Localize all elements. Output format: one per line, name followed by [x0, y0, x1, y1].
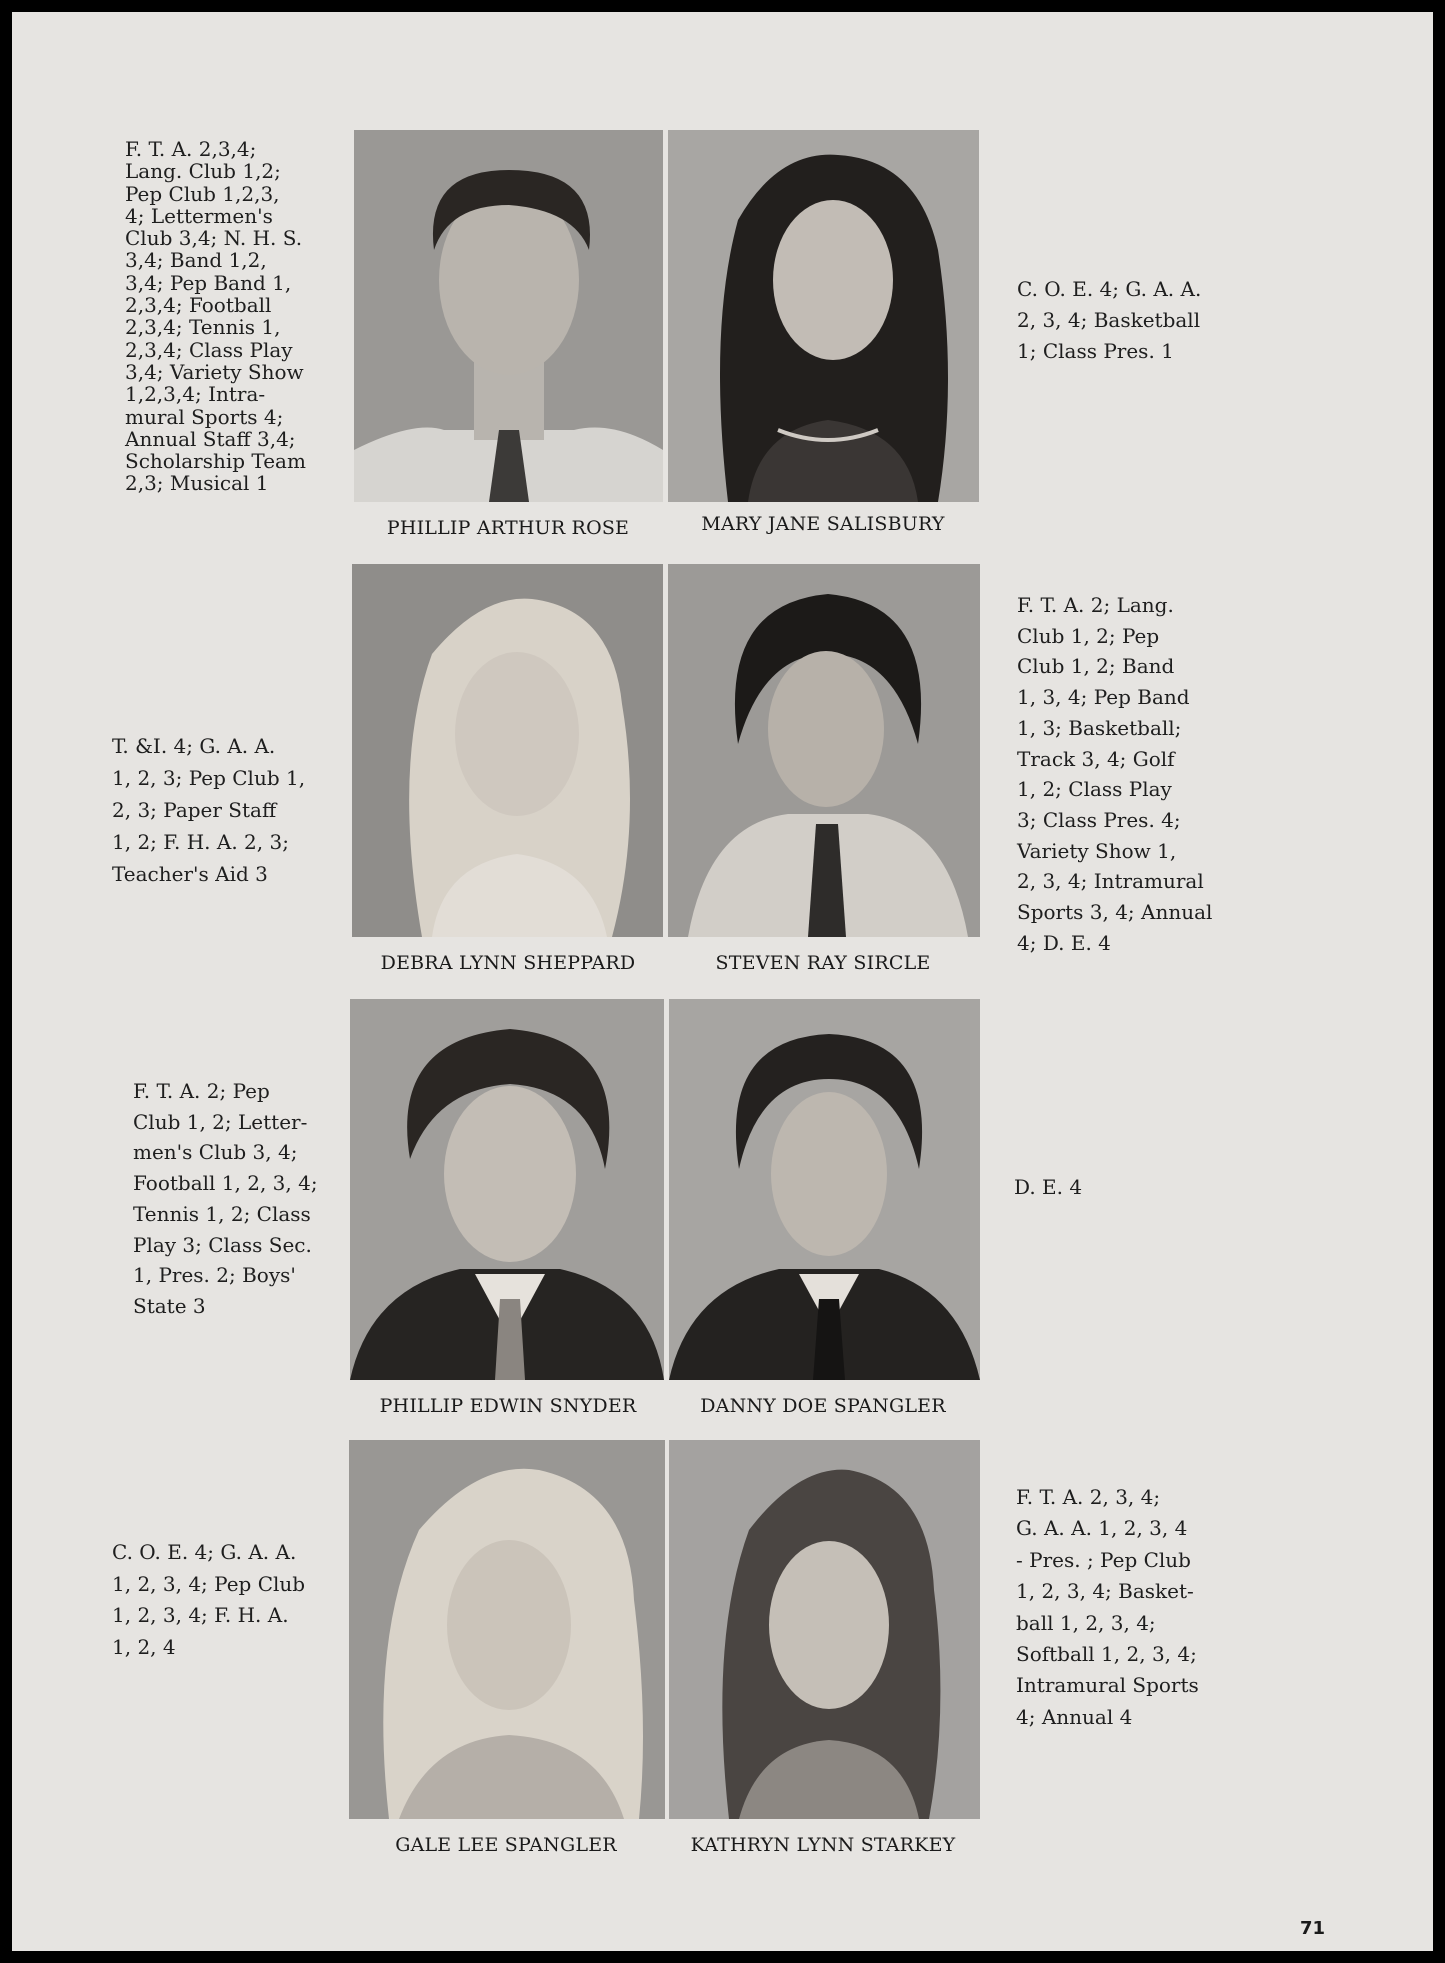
- student-name-phillip-edwin-snyder: PHILLIP EDWIN SNYDER: [379, 1395, 637, 1417]
- activities-danny-doe-spangler: D. E. 4: [1014, 1175, 1083, 1199]
- student-name-kathryn-lynn-starkey: KATHRYN LYNN STARKEY: [690, 1834, 956, 1856]
- student-name-phillip-arthur-rose: PHILLIP ARTHUR ROSE: [386, 517, 630, 539]
- activities-kathryn-lynn-starkey: F. T. A. 2, 3, 4; G. A. A. 1, 2, 3, 4 - Pres. ; Pep Club 1, 2, 3, 4; Basket- ball 1, 2, 3, 4; Softball 1, 2, 3, 4; Intramural Sports 4; Annual 4: [1016, 1485, 1199, 1729]
- portrait-photo-kathryn-lynn-starkey: [669, 1440, 980, 1819]
- student-name-debra-lynn-sheppard: DEBRA LYNN SHEPPARD: [380, 952, 636, 974]
- student-name-steven-ray-sircle: STEVEN RAY SIRCLE: [715, 952, 931, 974]
- student-name-gale-lee-spangler: GALE LEE SPANGLER: [395, 1834, 617, 1856]
- page-number: 71: [1300, 1918, 1326, 1939]
- activities-phillip-edwin-snyder: F. T. A. 2; Pep Club 1, 2; Letter- men's Club 3, 4; Football 1, 2, 3, 4; Tennis 1, 2; Class Play 3; Class Sec. 1, Pres. 2; Boys' State 3: [133, 1079, 318, 1318]
- yearbook-page: [12, 12, 1433, 1951]
- activities-debra-lynn-sheppard: T. &I. 4; G. A. A. 1, 2, 3; Pep Club 1, 2, 3; Paper Staff 1, 2; F. H. A. 2, 3; Teacher's Aid 3: [112, 734, 306, 886]
- portrait-photo-gale-lee-spangler: [349, 1440, 665, 1819]
- student-name-mary-jane-salisbury: MARY JANE SALISBURY: [701, 513, 945, 535]
- activities-gale-lee-spangler: C. O. E. 4; G. A. A. 1, 2, 3, 4; Pep Club 1, 2, 3, 4; F. H. A. 1, 2, 4: [112, 1540, 306, 1659]
- portrait-photo-phillip-arthur-rose: [354, 130, 663, 502]
- portrait-photo-danny-doe-spangler: [669, 999, 980, 1380]
- activities-mary-jane-salisbury: C. O. E. 4; G. A. A. 2, 3, 4; Basketball 1; Class Pres. 1: [1017, 277, 1202, 363]
- portrait-photo-mary-jane-salisbury: [668, 130, 979, 502]
- activities-phillip-arthur-rose: F. T. A. 2,3,4; Lang. Club 1,2; Pep Club 1,2,3, 4; Lettermen's Club 3,4; N. H. S. 3,4; Band 1,2, 3,4; Pep Band 1, 2,3,4; Football 2,3,4; Tennis 1, 2,3,4; Class Play 3,4; Variety Show 1,2,3,4; Intra- mural Sports 4; Annual Staff 3,4; Scholarship Team 2,3; Musical 1: [125, 137, 306, 496]
- activities-steven-ray-sircle: F. T. A. 2; Lang. Club 1, 2; Pep Club 1, 2; Band 1, 3, 4; Pep Band 1, 3; Basketball; Track 3, 4; Golf 1, 2; Class Play 3; Class Pres. 4; Variety Show 1, 2, 3, 4; Intramural Sports 3, 4; Annual 4; D. E. 4: [1017, 593, 1213, 955]
- student-name-danny-doe-spangler: DANNY DOE SPANGLER: [700, 1395, 946, 1417]
- portrait-photo-debra-lynn-sheppard: [352, 564, 663, 937]
- portrait-photo-phillip-edwin-snyder: [350, 999, 664, 1380]
- portrait-photo-steven-ray-sircle: [668, 564, 980, 937]
